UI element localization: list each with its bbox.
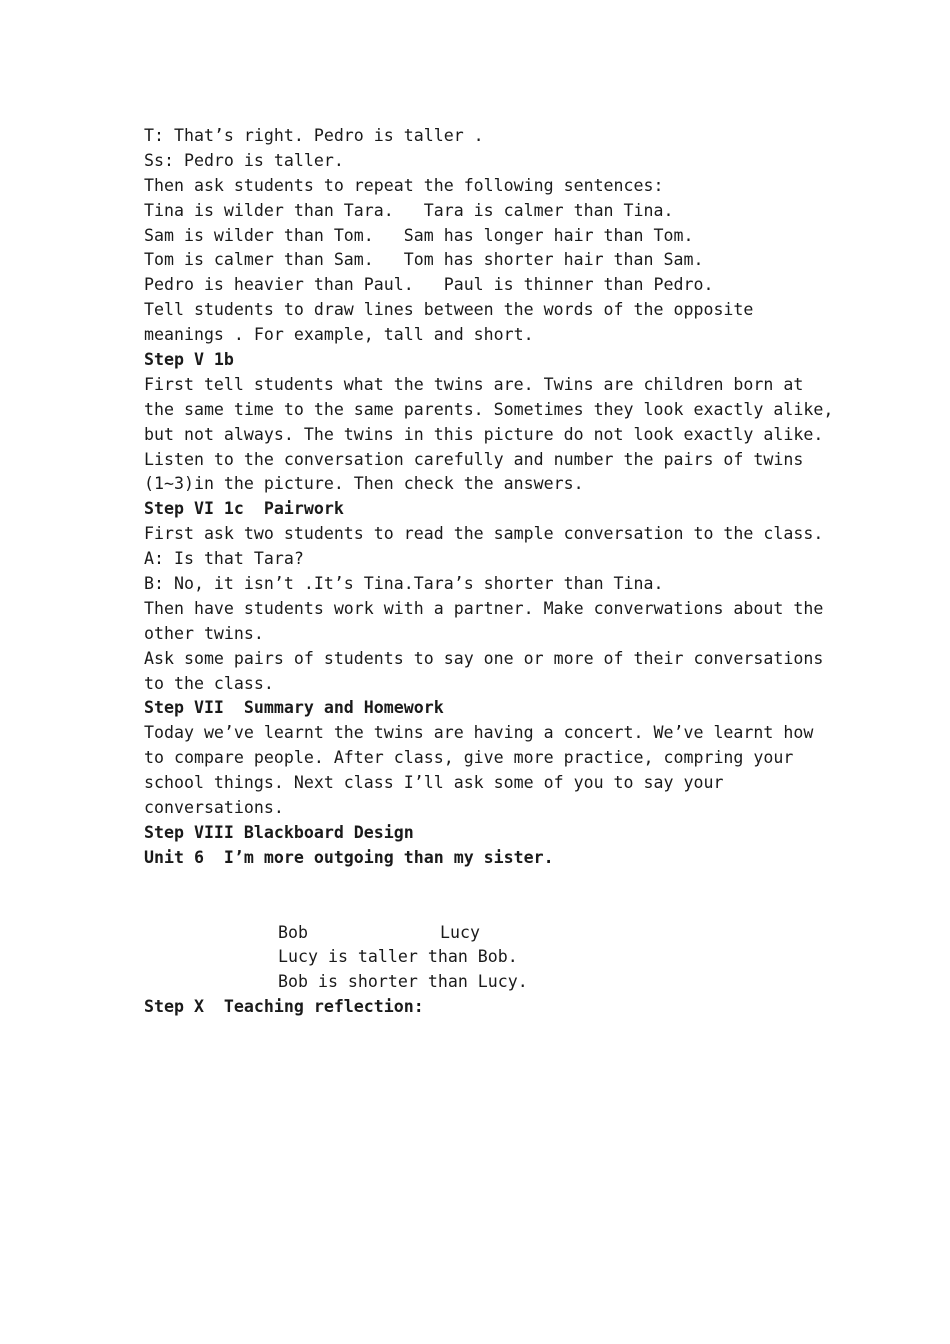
blackboard-line: Bob is shorter than Lucy.	[278, 972, 528, 992]
opposites-line: meanings . For example, tall and short.	[144, 325, 534, 345]
step6-line: to the class.	[144, 673, 274, 693]
blank-space	[144, 871, 824, 921]
step6-line: Then have students work with a partner. Make converwations about the	[144, 598, 824, 618]
step7-line: conversations.	[144, 798, 284, 818]
step5-line: First tell students what the twins are. Twins are children born at	[144, 374, 804, 394]
name-bob: Bob	[278, 922, 308, 942]
step6-line: A: Is that Tara?	[144, 549, 304, 569]
step7-line: to compare people. After class, give more practice, compring your	[144, 748, 794, 768]
step7-line: Today we’ve learnt the twins are having a concert. We’ve learnt how	[144, 723, 814, 743]
sentence-line: Tom is calmer than Sam. Tom has shorter hair than Sam.	[144, 250, 704, 270]
step6-line: other twins.	[144, 623, 264, 643]
step6-line: B: No, it isn’t .It’s Tina.Tara’s shorter than Tina.	[144, 574, 664, 594]
step6-line: First ask two students to read the sample conversation to the class.	[144, 524, 824, 544]
students-line: Ss: Pedro is taller.	[144, 150, 344, 170]
step8-heading: Step VIII Blackboard Design	[144, 822, 414, 842]
sentence-line: Sam is wilder than Tom. Sam has longer hair than Tom.	[144, 225, 694, 245]
sentence-line: Tina is wilder than Tara. Tara is calmer than Tina.	[144, 200, 674, 220]
teacher-line: T: That’s right. Pedro is taller .	[144, 126, 484, 145]
step5-line: the same time to the same parents. Sometimes they look exactly alike,	[144, 399, 834, 419]
step5-heading: Step V 1b	[144, 350, 234, 370]
step5-line: but not always. The twins in this picture do not look exactly alike.	[144, 424, 824, 444]
name-lucy: Lucy	[440, 922, 480, 942]
step7-line: school things. Next class I’ll ask some of you to say your	[144, 773, 724, 793]
blackboard-names	[144, 921, 824, 946]
unit-title: Unit 6 I’m more outgoing than my sister.	[144, 847, 554, 867]
step5-line: Listen to the conversation carefully and number the pairs of twins	[144, 449, 804, 469]
opposites-line: Tell students to draw lines between the words of the opposite	[144, 300, 754, 320]
sentence-line: Pedro is heavier than Paul. Paul is thinner than Pedro.	[144, 275, 714, 295]
repeat-instruction: Then ask students to repeat the following sentences:	[144, 175, 664, 195]
step6-heading: Step VI 1c Pairwork	[144, 499, 344, 519]
step6-line: Ask some pairs of students to say one or more of their conversations	[144, 648, 824, 668]
document-page	[144, 124, 834, 1020]
step10-heading: Step X Teaching reflection:	[144, 997, 424, 1017]
step5-line: (1~3)in the picture. Then check the answers.	[144, 474, 584, 494]
blackboard-line: Lucy is taller than Bob.	[278, 947, 518, 967]
step7-heading: Step VII Summary and Homework	[144, 698, 444, 718]
